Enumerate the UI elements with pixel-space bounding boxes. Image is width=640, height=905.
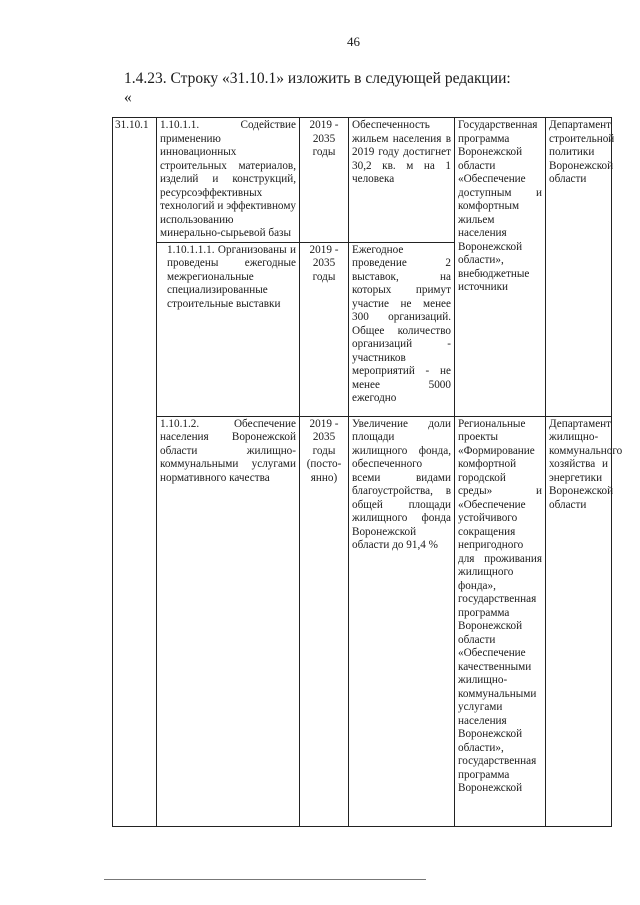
heading-quote-mark: « (124, 89, 132, 106)
measure-period: 2019 - 2035 годы (посто- янно) (300, 416, 349, 826)
measure-period: 2019 - 2035 годы (300, 118, 349, 243)
funding-program: Государственная программа Воронежской области «Обеспечение доступным и комфортным жильем населения Воронежской области», внебюджетные источники (455, 118, 546, 417)
table-row (113, 416, 612, 826)
table-row (113, 118, 612, 243)
responsible-executor: Департамент строительной политики Воронежской области (546, 118, 612, 243)
empty-cell (546, 242, 612, 416)
row-code: 31.10.1 (113, 118, 157, 827)
bottom-divider (104, 879, 426, 880)
funding-program: Региональные проекты «Формирование комфортной городской среды» и «Обеспечение устойчивого сокращения непригодного для проживания жилищного фонда», государственная программа Воронежской области «Обеспечение качественными жилищно-коммунальными услугами населения Воронежской области», государственная программа Воронежской (455, 416, 546, 826)
measure-name: 1.10.1.1.1. Организованы и проведены ежегодные межрегиональные специализированные строительные выставки (157, 242, 300, 416)
heading-line: 1.4.23. Строку «31.10.1» изложить в следующей редакции: (124, 70, 511, 87)
measure-indicator: Обеспеченность жильем населения в 2019 году достигнет 30,2 кв. м на 1 человека (349, 118, 455, 243)
responsible-executor: Департамент жилищно-коммунального хозяйства и энергетики Воронежской области (546, 416, 612, 826)
measure-indicator: Ежегодное проведение 2 выставок, на которых примут участие не менее 300 организаций. Общее количество организаций - участников мероприятий - не менее 5000 ежегодно (349, 242, 455, 416)
measures-table (112, 117, 623, 827)
section-heading (124, 69, 544, 107)
measure-name: 1.10.1.1. Содействие применению инновационных строительных материалов, изделий и конструкций, ресурсоэффективных технологий и эффективному использованию минерально-сырьевой базы (157, 118, 300, 243)
page-number: 46 (347, 34, 360, 49)
measure-period: 2019 - 2035 годы (300, 242, 349, 416)
measure-name: 1.10.1.2. Обеспечение населения Воронежской области жилищно-коммунальными услугами нормативного качества (157, 416, 300, 826)
measure-indicator: Увеличение доли площади жилищного фонда, обеспеченного всеми видами благоустройства, в общей площади жилищного фонда Воронежской области до 91,4 % (349, 416, 455, 826)
